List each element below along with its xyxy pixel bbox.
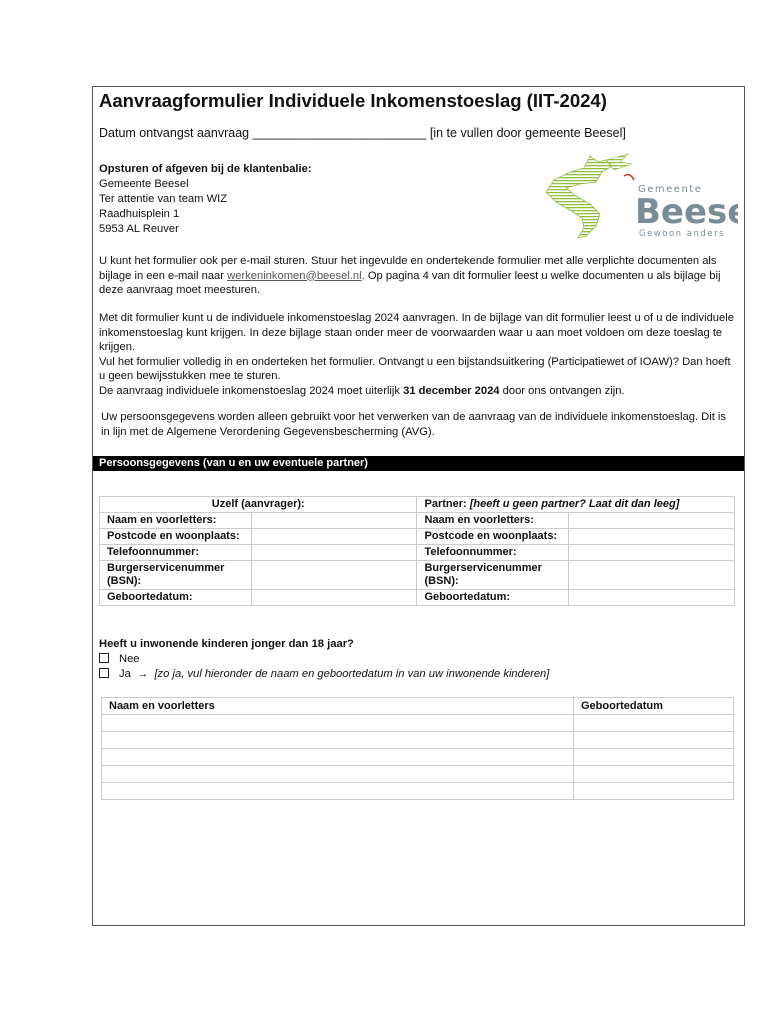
logo-tagline-text: Gewoon anders bbox=[639, 229, 725, 239]
logo-name-text: Bees bbox=[635, 192, 728, 232]
datum-ontvangst bbox=[99, 126, 626, 140]
partner-birthdate-input[interactable] bbox=[569, 590, 735, 606]
persons-table bbox=[99, 496, 735, 606]
col-birthdate-header: Geboortedatum bbox=[574, 698, 734, 715]
children-question: Heeft u inwonende kinderen jonger dan 18 jaar? bbox=[99, 638, 354, 650]
child-birthdate-input[interactable] bbox=[574, 749, 734, 766]
table-row bbox=[102, 698, 734, 715]
partner-header bbox=[417, 497, 735, 513]
section-header-persoonsgegevens: Persoonsgegevens (van u en uw eventuele partner) bbox=[93, 456, 744, 471]
gemeente-beesel-logo bbox=[540, 150, 738, 242]
child-birthdate-input[interactable] bbox=[574, 766, 734, 783]
table-row bbox=[100, 545, 735, 561]
child-name-input[interactable] bbox=[102, 732, 574, 749]
table-row bbox=[100, 513, 735, 529]
address-block bbox=[99, 162, 312, 237]
option-nee-label: Nee bbox=[119, 653, 140, 665]
datum-note: [in te vullen door gemeente Beesel] bbox=[429, 126, 626, 140]
field-label: Naam en voorletters: bbox=[417, 513, 569, 529]
table-row bbox=[102, 766, 734, 783]
table-row bbox=[100, 497, 735, 513]
child-birthdate-input[interactable] bbox=[574, 715, 734, 732]
table-row bbox=[102, 783, 734, 800]
info-paragraph bbox=[99, 311, 739, 398]
checkbox-nee[interactable] bbox=[99, 653, 109, 663]
field-label: Telefoonnummer: bbox=[100, 545, 252, 561]
field-label: Postcode en woonplaats: bbox=[100, 529, 252, 545]
option-ja[interactable] bbox=[99, 668, 549, 680]
address-line: Ter attentie van team WIZ bbox=[99, 193, 228, 205]
table-row bbox=[100, 590, 735, 606]
child-birthdate-input[interactable] bbox=[574, 783, 734, 800]
logo-top-text: Gemeente bbox=[638, 184, 703, 195]
address-line: Gemeente Beesel bbox=[99, 178, 189, 190]
intro-paragraph bbox=[99, 254, 739, 298]
table-row bbox=[100, 529, 735, 545]
deadline: 31 december 2024 bbox=[403, 384, 500, 397]
option-nee[interactable] bbox=[99, 653, 140, 665]
field-label: Naam en voorletters: bbox=[100, 513, 252, 529]
child-name-input[interactable] bbox=[102, 749, 574, 766]
field-label: Telefoonnummer: bbox=[417, 545, 569, 561]
self-phone-input[interactable] bbox=[251, 545, 417, 561]
partner-postcode-input[interactable] bbox=[569, 529, 735, 545]
field-label: Postcode en woonplaats: bbox=[417, 529, 569, 545]
datum-label: Datum ontvangst aanvraag bbox=[99, 126, 250, 140]
option-ja-note: [zo ja, vul hieronder de naam en geboortedatum in van uw inwonende kinderen] bbox=[154, 668, 550, 680]
info-line-2: Vul het formulier volledig in en onderteken het formulier. Ontvangt u een bijstandsuitkering (Participatiewet of IOAW)? Dan hoeft u geen bewijsstukken mee te sturen. bbox=[99, 355, 731, 382]
field-label: Geboortedatum: bbox=[417, 590, 569, 606]
table-row bbox=[102, 749, 734, 766]
info-line-1: Met dit formulier kunt u de individuele inkomenstoeslag 2024 aanvragen. In de bijlage van dit formulier leest u of u de individuele inkomenstoeslag kunt krijgen. In deze bijlage staan onder meer de voorwaarden waar u aan moet voldoen om deze toeslag te krijgen. bbox=[99, 312, 734, 353]
page-title: Aanvraagformulier Individuele Inkomenstoeslag (IIT-2024) bbox=[99, 90, 607, 111]
field-label: Burgerservicenummer (BSN): bbox=[417, 561, 569, 590]
dragon-icon bbox=[540, 150, 738, 242]
field-label: Geboortedatum: bbox=[100, 590, 252, 606]
intro-text-1: U kunt het formulier ook per e-mail sturen. Stuur het ingevulde en ondertekende formulier met alle verplichte documenten als bijlage in een e-mail naar bbox=[99, 255, 717, 282]
table-row bbox=[100, 561, 735, 590]
self-birthdate-input[interactable] bbox=[251, 590, 417, 606]
address-line: 5953 AL Reuver bbox=[99, 223, 179, 235]
email-link[interactable]: werkeninkomen@beesel.nl bbox=[227, 269, 362, 282]
partner-name-input[interactable] bbox=[569, 513, 735, 529]
option-ja-label: Ja bbox=[119, 668, 131, 680]
field-label: Burgerservicenummer (BSN): bbox=[100, 561, 252, 590]
info-line-3b: door ons ontvangen zijn. bbox=[499, 384, 625, 397]
child-name-input[interactable] bbox=[102, 715, 574, 732]
partner-bsn-input[interactable] bbox=[569, 561, 735, 590]
self-bsn-input[interactable] bbox=[251, 561, 417, 590]
address-heading: Opsturen of afgeven bij de klantenbalie: bbox=[99, 163, 312, 175]
self-name-input[interactable] bbox=[251, 513, 417, 529]
address-line: Raadhuisplein 1 bbox=[99, 208, 180, 220]
table-row bbox=[102, 715, 734, 732]
partner-phone-input[interactable] bbox=[569, 545, 735, 561]
children-table bbox=[101, 697, 734, 800]
child-name-input[interactable] bbox=[102, 766, 574, 783]
self-header: Uzelf (aanvrager): bbox=[100, 497, 417, 513]
intro-text-2: . Op pagina 4 van dit formulier leest u welke documenten u als bijlage bij deze aanvraag moet meesturen. bbox=[99, 269, 721, 296]
col-name-header: Naam en voorletters bbox=[102, 698, 574, 715]
info-line-3a: De aanvraag individuele inkomenstoeslag 2024 moet uiterlijk bbox=[99, 384, 404, 397]
child-name-input[interactable] bbox=[102, 783, 574, 800]
self-postcode-input[interactable] bbox=[251, 529, 417, 545]
datum-blank[interactable]: _________________________ bbox=[252, 126, 427, 140]
privacy-paragraph: Uw persoonsgegevens worden alleen gebruikt voor het verwerken van de aanvraag van de individuele inkomenstoeslag. Dit is in lijn met de Algemene Verordening Gegevensbescherming (AVG). bbox=[101, 411, 727, 438]
partner-header-label: Partner: bbox=[424, 498, 470, 510]
table-row bbox=[102, 732, 734, 749]
child-birthdate-input[interactable] bbox=[574, 732, 734, 749]
arrow-right-icon: → bbox=[137, 668, 149, 680]
checkbox-ja[interactable] bbox=[99, 668, 109, 678]
partner-header-note: [heeft u geen partner? Laat dit dan leeg] bbox=[469, 498, 680, 510]
